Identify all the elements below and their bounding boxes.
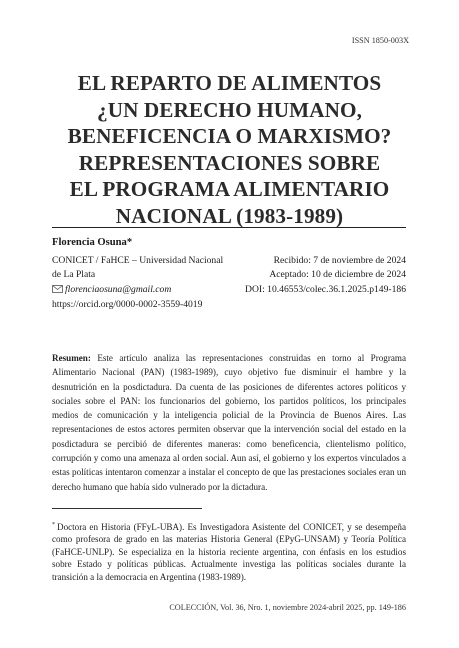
abstract-text: Este artículo analiza las representaciones construidas en torno al Programa Alimentario Nacional (PAN) (1983-1989), cuyo objetivo fue disminuir el hambre y la desnutrición en la posdictadura. Da cuenta de las posiciones de diferentes actores políticos y sociales sobre el PAN: los funcionarios del gobierno, los partidos políticos, los principales medios de comunicación y la inteligencia policial de la Provincia de Buenos Aires. Las representaciones de estos actores permiten observar que la intervención social del estado en la posdictadura se percibió de diferentes maneras: como beneficencia, clientelismo político, corrupción y como una amenaza al orden social. Aun así, el gobierno y los expertos vinculados a estas políticas intentaron comenzar a instalar el concepto de que las prestaciones sociales eran un derecho humano que había sido vulnerado por la dictadura.: [52, 353, 406, 492]
author-affiliation: CONICET / FaHCE – Universidad Nacional: [52, 255, 224, 266]
title-line: EL REPARTO DE ALIMENTOS: [77, 71, 382, 95]
author-meta: [52, 254, 406, 313]
title-line: EL PROGRAMA ALIMENTARIO: [69, 177, 390, 201]
received-date: Recibido: 7 de noviembre de 2024: [273, 255, 406, 266]
title-line: REPRESENTACIONES SOBRE: [78, 150, 381, 175]
title-line: BENEFICENCIA O MARXISMO?: [67, 124, 392, 148]
meta-row: [52, 254, 406, 268]
author-email-link[interactable]: florenciaosuna@gmail.com: [65, 283, 172, 295]
title-divider: [52, 227, 406, 228]
abstract: [52, 351, 406, 494]
meta-row: [52, 268, 406, 282]
orcid-link[interactable]: https://orcid.org/0000-0002-3559-4019: [52, 299, 203, 311]
email-block: [52, 283, 171, 298]
envelope-icon: [52, 284, 63, 298]
accepted-date: Aceptado: 10 de diciembre de 2024: [269, 269, 406, 281]
author-affiliation-cont: de La Plata: [52, 269, 96, 281]
doi[interactable]: DOI: 10.46553/colec.36.1.2025.p149-186: [245, 283, 406, 295]
author-name: Florencia Osuna*: [52, 237, 133, 248]
issn: ISSN 1850-003X: [351, 36, 409, 45]
journal-citation: COLECCIÓN, Vol. 36, Nro. 1, noviembre 2024-abril 2025, pp. 149-186: [169, 603, 406, 612]
meta-row: [52, 298, 406, 312]
footnote-marker: *: [52, 522, 55, 528]
abstract-label: Resumen:: [52, 353, 91, 363]
footnote-text: Doctora en Historia (FFyL-UBA). Es Investigadora Asistente del CONICET, y se desempeña como profesora de grado en las materias Historia General (EPyG-UNSAM) y Teoría Política (FaHCE-UNLP). Se especializa en la historia reciente argentina, con énfasis en los estudios sobre Estado y políticas públicas. Actualmente investiga las políticas sociales durante la transición a la democracia en Argentina (1983-1989).: [52, 522, 406, 582]
footnote: [52, 519, 406, 583]
meta-row: [52, 283, 406, 298]
title-line: NACIONAL (1983-1989): [115, 203, 344, 228]
title-line: ¿UN DERECHO HUMANO,: [97, 97, 362, 122]
footnote-divider: [52, 508, 202, 509]
article-title: [52, 70, 407, 229]
